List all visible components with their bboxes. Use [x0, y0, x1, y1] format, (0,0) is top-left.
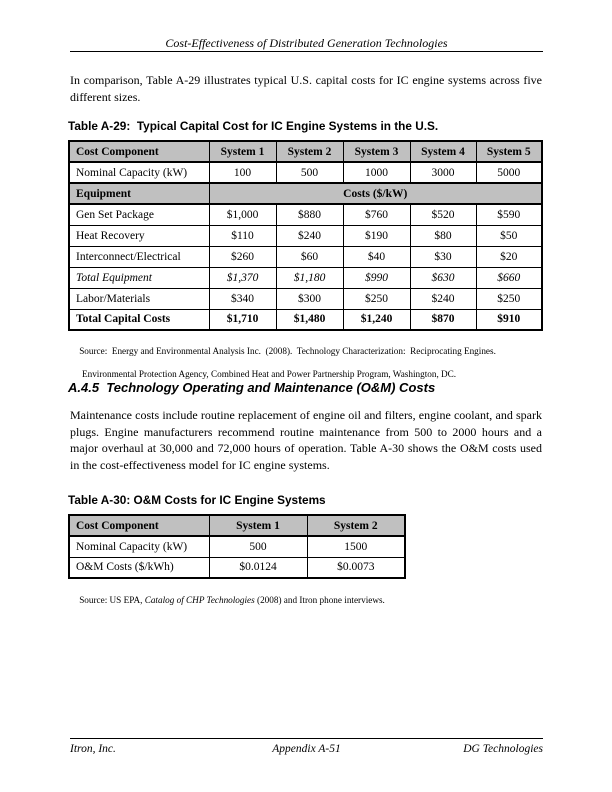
cell-value: $0.0073 [307, 557, 405, 578]
cell-value: $1,240 [343, 309, 410, 330]
row-label: Heat Recovery [69, 225, 209, 246]
col-header: Cost Component [69, 515, 209, 536]
source-italic-title: Catalog of CHP Technologies [144, 595, 255, 606]
row-label: Total Equipment [69, 267, 209, 288]
cell-value: $1,180 [276, 267, 343, 288]
footer-page-number: Appendix A-51 [272, 743, 341, 755]
cell-value: 3000 [410, 162, 476, 183]
cell-value: $300 [276, 288, 343, 309]
cell-value: $630 [410, 267, 476, 288]
source-line-1: Source: Energy and Environmental Analysis Inc. (2008). Technology Characterization: Reciprocating Engines. [79, 346, 496, 357]
cell-value: 5000 [476, 162, 542, 183]
cell-value: $20 [476, 246, 542, 267]
footer-rule [70, 738, 543, 739]
table-a29-equipment-row [69, 183, 542, 204]
cell-value: $60 [276, 246, 343, 267]
cell-value: $250 [476, 288, 542, 309]
table-row [69, 162, 542, 183]
cell-value: $40 [343, 246, 410, 267]
col-header: System 3 [343, 141, 410, 162]
cell-value: $110 [209, 225, 276, 246]
table-row [69, 225, 542, 246]
cell-value: $80 [410, 225, 476, 246]
table-row [69, 536, 405, 557]
row-label: Gen Set Package [69, 204, 209, 225]
row-label: Interconnect/Electrical [69, 246, 209, 267]
cell-value: $260 [209, 246, 276, 267]
cell-value: $240 [276, 225, 343, 246]
cell-value: $1,480 [276, 309, 343, 330]
cell-value: $880 [276, 204, 343, 225]
table-row-total-equipment [69, 267, 542, 288]
page-footer [70, 743, 543, 755]
cell-value: $870 [410, 309, 476, 330]
cell-value: $590 [476, 204, 542, 225]
cell-value: $660 [476, 267, 542, 288]
table-a29-title: Table A-29: Typical Capital Cost for IC Engine Systems in the U.S. [68, 119, 439, 133]
col-header: Cost Component [69, 141, 209, 162]
cell-value: $1,370 [209, 267, 276, 288]
table-row [69, 288, 542, 309]
cell-value: $1,710 [209, 309, 276, 330]
table-a30-header-row [69, 515, 405, 536]
table-a30 [68, 514, 406, 579]
section-a45-paragraph: Maintenance costs include routine replacement of engine oil and filters, engine coolant, and spark plugs. Engine manufacturers recommend routine maintenance from 500 to 2000 hours and a major overhaul at 30,000 and 72,000 hours of operation. Table A-30 shows the O&M costs used in the cost-effectiveness model for IC engine systems. [70, 408, 542, 472]
table-a30-title: Table A-30: O&M Costs for IC Engine Systems [68, 493, 326, 507]
cell-value: $250 [343, 288, 410, 309]
cell-value: $760 [343, 204, 410, 225]
costs-span-header: Costs ($/kW) [209, 183, 542, 204]
col-header: System 1 [209, 515, 307, 536]
footer-company: Itron, Inc. [70, 743, 116, 755]
table-row-total-capital-costs [69, 309, 542, 330]
cell-value: $1,000 [209, 204, 276, 225]
cell-value: 100 [209, 162, 276, 183]
source-line-2: Environmental Protection Agency, Combined Heat and Power Partnership Program, Washington, DC. [82, 368, 457, 379]
table-a29-header-row [69, 141, 542, 162]
row-label: Nominal Capacity (kW) [69, 536, 209, 557]
cell-value: $190 [343, 225, 410, 246]
col-header: System 4 [410, 141, 476, 162]
row-label: O&M Costs ($/kWh) [69, 557, 209, 578]
row-label: Total Capital Costs [69, 309, 209, 330]
cell-value: 1000 [343, 162, 410, 183]
cell-value: 500 [276, 162, 343, 183]
table-row [69, 557, 405, 578]
source-text: (2008) and Itron phone interviews. [254, 595, 385, 606]
table-row [69, 246, 542, 267]
cell-value: 500 [209, 536, 307, 557]
header-rule [70, 51, 543, 52]
row-label: Nominal Capacity (kW) [69, 162, 209, 183]
cell-value: $910 [476, 309, 542, 330]
col-header: System 1 [209, 141, 276, 162]
col-header: System 5 [476, 141, 542, 162]
cell-value: $30 [410, 246, 476, 267]
cell-value: $990 [343, 267, 410, 288]
col-header: System 2 [276, 141, 343, 162]
cell-value: 1500 [307, 536, 405, 557]
running-header-title: Cost-Effectiveness of Distributed Generation Technologies [165, 36, 448, 50]
col-header: System 2 [307, 515, 405, 536]
section-heading-a45: A.4.5 Technology Operating and Maintenance (O&M) Costs [68, 380, 436, 395]
cell-value: $50 [476, 225, 542, 246]
table-a29 [68, 140, 543, 331]
cell-value: $240 [410, 288, 476, 309]
cell-value: $340 [209, 288, 276, 309]
footer-section: DG Technologies [463, 743, 543, 755]
equipment-header: Equipment [69, 183, 209, 204]
cell-value: $0.0124 [209, 557, 307, 578]
source-text: Source: US EPA, [79, 595, 145, 606]
table-a30-source [70, 584, 490, 618]
intro-paragraph: In comparison, Table A-29 illustrates typical U.S. capital costs for IC engine systems across five different sizes. [70, 73, 542, 104]
cell-value: $520 [410, 204, 476, 225]
table-row [69, 204, 542, 225]
row-label: Labor/Materials [69, 288, 209, 309]
